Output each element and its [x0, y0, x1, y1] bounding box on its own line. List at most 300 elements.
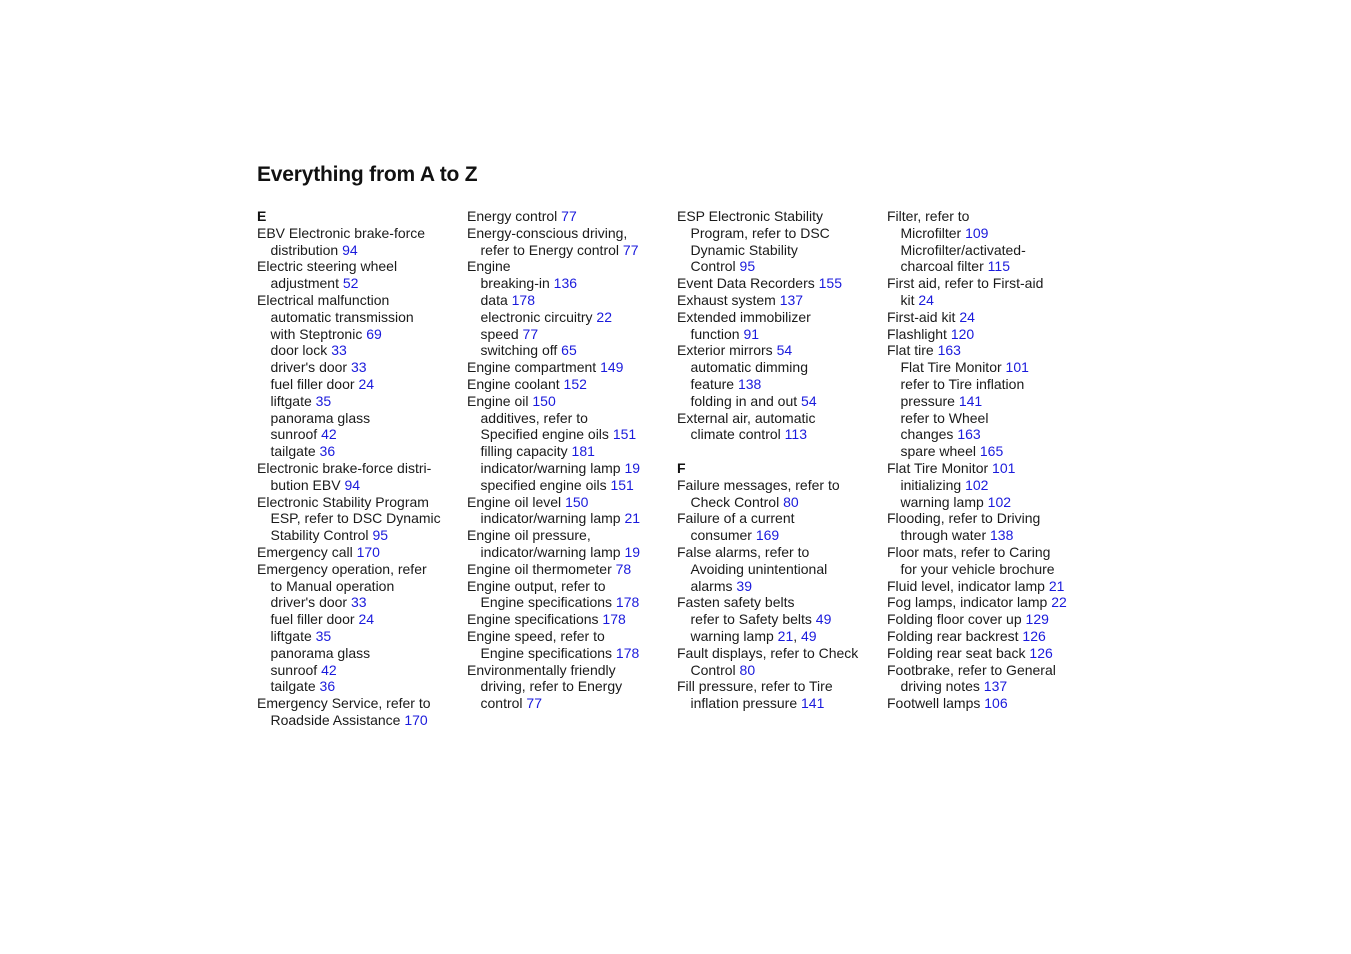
entry-text: breaking-in — [480, 275, 554, 292]
entry-text: indicator/warning lamp — [480, 543, 625, 560]
index-subentry — [677, 695, 882, 712]
page-number-link[interactable]: 49 — [815, 611, 832, 628]
page-number-link[interactable]: 80 — [783, 493, 799, 510]
entry-text: Footwell lamps — [887, 695, 985, 712]
entry-text: warning lamp — [900, 493, 988, 510]
entry-text: Engine specifications — [480, 594, 616, 611]
index-subentry — [677, 527, 882, 544]
index-subentry — [257, 594, 462, 611]
index-subentry — [257, 426, 462, 443]
entry-text: Control — [690, 258, 740, 275]
page-number-link[interactable]: 21 — [777, 627, 794, 644]
entry-text: tailgate — [270, 678, 320, 695]
entry-text: for your vehicle brochure — [900, 560, 1055, 577]
entry-text: Electronic brake-force distri- — [257, 459, 432, 476]
entry-text: Environmentally friendly — [467, 661, 616, 678]
entry-text: speed — [480, 325, 523, 342]
entry-text: driving notes — [900, 678, 984, 695]
page-number-link[interactable]: 169 — [755, 527, 780, 544]
page-number-link[interactable]: 137 — [779, 291, 804, 308]
page-number-link[interactable]: 19 — [624, 459, 641, 476]
page-number-link[interactable]: 24 — [918, 291, 934, 308]
entry-text: consumer — [690, 527, 756, 544]
page-number-link[interactable]: 101 — [1005, 359, 1029, 376]
index-entry — [677, 645, 882, 662]
index-column-2 — [467, 208, 672, 712]
entry-text: Energy-conscious driving, — [467, 224, 628, 241]
entry-text: Fasten safety belts — [677, 594, 795, 611]
index-subentry — [887, 292, 1092, 309]
entry-text: initializing — [900, 476, 966, 493]
entry-text: Footbrake, refer to General — [887, 661, 1056, 678]
index-entry — [257, 695, 462, 712]
index-entry — [887, 275, 1092, 292]
index-subentry — [677, 258, 882, 275]
index-entry — [467, 359, 672, 376]
entry-text: Microfilter — [900, 224, 966, 241]
page-number-link[interactable]: 120 — [950, 325, 975, 342]
page-number-link[interactable]: 21 — [1048, 577, 1065, 594]
index-entry — [467, 258, 672, 275]
entry-text: Fog lamps, indicator lamp — [887, 594, 1052, 611]
index-subentry — [257, 410, 462, 427]
index-entry — [887, 342, 1092, 359]
index-subentry — [467, 460, 672, 477]
index-subentry — [467, 326, 672, 343]
index-subentry — [887, 225, 1092, 242]
index-subentry — [257, 443, 462, 460]
page-number-link[interactable]: 152 — [563, 375, 587, 392]
entry-text: F — [677, 459, 686, 476]
index-subentry — [887, 410, 1092, 427]
page-number-link[interactable]: 170 — [404, 711, 428, 728]
index-subentry — [887, 494, 1092, 511]
index-entry — [887, 578, 1092, 595]
index-subentry — [677, 225, 882, 242]
entry-text: driver's door — [270, 594, 351, 611]
page-number-link[interactable]: 39 — [736, 577, 752, 594]
index-entry — [887, 594, 1092, 611]
entry-text: Fill pressure, refer to Tire — [677, 678, 833, 695]
entry-text: Engine specifications — [480, 644, 616, 661]
index-entry — [257, 460, 462, 477]
index-subentry — [887, 477, 1092, 494]
index-entry — [467, 611, 672, 628]
entry-text: First-aid kit — [887, 308, 960, 325]
page-number-link[interactable]: 22 — [596, 308, 612, 325]
index-entry — [677, 544, 882, 561]
entry-text: Engine — [467, 258, 511, 275]
entry-text: Failure messages, refer to — [677, 476, 840, 493]
page-number-link[interactable]: 102 — [987, 493, 1012, 510]
index-subentry — [887, 359, 1092, 376]
index-entry — [887, 544, 1092, 561]
entry-text: changes — [900, 426, 958, 443]
page-number-link[interactable]: 33 — [350, 594, 367, 611]
section-spacer — [677, 443, 882, 460]
page-number-link[interactable]: 150 — [565, 493, 589, 510]
index-entry — [887, 510, 1092, 527]
section-letter-heading — [677, 460, 882, 477]
entry-text: Exhaust system — [677, 291, 780, 308]
entry-text: panorama glass — [270, 644, 371, 661]
index-entry — [467, 578, 672, 595]
page-number-link[interactable]: 137 — [983, 678, 1008, 695]
index-entry — [467, 527, 672, 544]
entry-text: Emergency operation, refer — [257, 560, 427, 577]
entry-text: Flat Tire Monitor — [900, 359, 1006, 376]
index-subentry — [257, 611, 462, 628]
page-number-link[interactable]: 35 — [315, 627, 332, 644]
index-entry — [257, 225, 462, 242]
entry-text: through water — [900, 527, 990, 544]
index-subentry — [467, 342, 672, 359]
entry-text: feature — [690, 375, 738, 392]
entry-text: Engine compartment — [467, 359, 601, 376]
index-entry — [677, 410, 882, 427]
entry-text: refer to Wheel — [900, 409, 989, 426]
index-entry — [677, 292, 882, 309]
page-number-link[interactable]: 33 — [331, 342, 347, 359]
entry-text: switching off — [480, 342, 562, 359]
entry-text: Energy control — [467, 208, 562, 224]
index-subentry — [257, 662, 462, 679]
index-subentry — [467, 594, 672, 611]
page-number-link[interactable]: 54 — [801, 392, 817, 409]
entry-text: Fault displays, refer to Check — [677, 644, 859, 661]
index-entry — [257, 561, 462, 578]
entry-text: filling capacity — [480, 443, 572, 460]
page-number-link[interactable]: 101 — [992, 459, 1016, 476]
index-entry — [887, 695, 1092, 712]
index-subentry — [257, 393, 462, 410]
index-subentry — [257, 628, 462, 645]
page-number-link[interactable]: 78 — [615, 560, 632, 577]
page-number-link[interactable]: 170 — [356, 543, 380, 560]
index-subentry — [257, 510, 462, 527]
entry-text: Flooding, refer to Driving — [887, 510, 1041, 527]
index-subentry — [677, 326, 882, 343]
page-number-link[interactable]: 129 — [1025, 611, 1049, 628]
page-number-link[interactable]: 36 — [319, 678, 336, 695]
entry-text: function — [690, 325, 744, 342]
entry-text: sunroof — [270, 661, 322, 678]
index-subentry — [257, 712, 462, 729]
index-subentry — [677, 662, 882, 679]
entry-text: liftgate — [270, 627, 316, 644]
page-number-link[interactable]: 77 — [622, 241, 639, 258]
page-number-link[interactable]: 94 — [344, 476, 361, 493]
entry-text: inflation pressure — [690, 695, 802, 712]
entry-text: door lock — [270, 342, 332, 359]
entry-text: Avoiding unintentional — [690, 560, 828, 577]
page-number-link[interactable]: 24 — [358, 611, 375, 628]
entry-text: refer to Energy control — [480, 241, 623, 258]
entry-text: Electrical malfunction — [257, 291, 390, 308]
index-subentry — [677, 578, 882, 595]
page-number-link[interactable]: 91 — [743, 325, 760, 342]
entry-text: Exterior mirrors — [677, 342, 777, 359]
entry-text: E — [257, 208, 267, 224]
index-subentry — [467, 275, 672, 292]
entry-text: indicator/warning lamp — [480, 510, 625, 527]
index-subentry — [677, 359, 882, 376]
index-subentry — [887, 376, 1092, 393]
page-number-link[interactable]: 95 — [372, 527, 389, 544]
index-entry — [677, 309, 882, 326]
page-number-link[interactable]: 95 — [739, 258, 756, 275]
entry-text: sunroof — [270, 426, 322, 443]
entry-text: Floor mats, refer to Caring — [887, 543, 1051, 560]
index-subentry — [257, 477, 462, 494]
page-number-link[interactable]: 155 — [818, 275, 842, 292]
index-entry — [257, 258, 462, 275]
page-number-link[interactable]: 141 — [958, 392, 983, 409]
entry-text: alarms — [690, 577, 737, 594]
index-subentry: warning lamp 21, 49 — [690, 627, 817, 644]
page-number-link[interactable]: 24 — [358, 375, 375, 392]
index-entry — [887, 645, 1092, 662]
entry-text: Engine coolant — [467, 375, 564, 392]
index-subentry — [467, 477, 672, 494]
page-number-link[interactable]: 126 — [1029, 644, 1053, 661]
page-number-link[interactable]: 54 — [776, 342, 793, 359]
entry-text: Check Control — [690, 493, 784, 510]
page-number-link[interactable]: 178 — [615, 594, 640, 611]
index-subentry — [887, 561, 1092, 578]
index-subentry — [887, 527, 1092, 544]
page-number-link[interactable]: 94 — [342, 241, 358, 258]
index-subentry — [887, 393, 1092, 410]
entry-text: Engine oil — [467, 392, 533, 409]
index-subentry — [467, 242, 672, 259]
page-number-link[interactable]: 77 — [526, 695, 542, 712]
entry-text: specified engine oils — [480, 476, 611, 493]
page-number-link[interactable]: 181 — [571, 443, 595, 460]
index-subentry — [257, 678, 462, 695]
entry-text: Engine output, refer to — [467, 577, 606, 594]
entry-text: Flat Tire Monitor — [887, 459, 993, 476]
index-subentry — [467, 426, 672, 443]
index-subentry — [257, 359, 462, 376]
index-entry — [887, 628, 1092, 645]
entry-text: Engine oil pressure, — [467, 527, 591, 544]
entry-text: Folding floor cover up — [887, 611, 1026, 628]
entry-text: Emergency Service, refer to — [257, 695, 431, 712]
entry-text: bution EBV — [270, 476, 345, 493]
index-entry — [677, 510, 882, 527]
entry-text: data — [480, 291, 512, 308]
entry-text: climate control — [690, 426, 785, 443]
index-subentry — [257, 527, 462, 544]
index-entry — [677, 342, 882, 359]
entry-text: Event Data Recorders — [677, 275, 819, 292]
entry-text: Roadside Assistance — [270, 711, 405, 728]
index-entry — [677, 477, 882, 494]
index-subentry — [887, 426, 1092, 443]
page-number-link[interactable]: 178 — [602, 611, 626, 628]
page-number-link[interactable]: 151 — [610, 476, 634, 493]
page-number-link[interactable]: 150 — [532, 392, 556, 409]
page-number-link[interactable]: 42 — [321, 426, 337, 443]
page-number-link[interactable]: 80 — [739, 661, 756, 678]
entry-text: Engine oil level — [467, 493, 566, 510]
index-entry — [467, 628, 672, 645]
index-subentry — [257, 309, 462, 326]
entry-text: refer to Tire inflation — [900, 375, 1025, 392]
entry-text: Stability Control — [270, 527, 373, 544]
index-entry — [677, 275, 882, 292]
page-number-link[interactable]: 178 — [511, 291, 535, 308]
page-number-link[interactable]: 65 — [561, 342, 577, 359]
page-number-link[interactable]: 35 — [315, 392, 332, 409]
page-number-link[interactable]: 52 — [342, 275, 359, 292]
page-title: Everything from A to Z — [257, 163, 478, 186]
entry-text: charcoal filter — [900, 258, 988, 275]
page-number-link[interactable]: 49 — [801, 627, 817, 644]
entry-text: liftgate — [270, 392, 316, 409]
index-entry — [467, 662, 672, 679]
entry-text: Engine specifications — [467, 611, 603, 628]
entry-text: Program, refer to DSC — [690, 224, 830, 241]
entry-text: Microfilter/activated- — [900, 241, 1026, 258]
index-column-1 — [257, 208, 462, 729]
page-number-link[interactable]: 22 — [1051, 594, 1067, 611]
index-entry — [887, 611, 1092, 628]
index-entry — [677, 678, 882, 695]
entry-text: electronic circuitry — [480, 308, 597, 325]
index-subentry — [887, 443, 1092, 460]
entry-text: Filter, refer to — [887, 208, 970, 224]
entry-text: driver's door — [270, 359, 351, 376]
page-number-link[interactable]: 106 — [984, 695, 1008, 712]
entry-text: Flashlight — [887, 325, 951, 342]
page-number-link[interactable]: 149 — [600, 359, 624, 376]
page-number-link[interactable]: 42 — [321, 661, 337, 678]
page-number-link[interactable]: 151 — [612, 426, 637, 443]
index-subentry — [467, 309, 672, 326]
page-number-link[interactable]: 136 — [553, 275, 578, 292]
page-number-link[interactable]: 138 — [990, 527, 1014, 544]
index-entry — [257, 494, 462, 511]
entry-text: Specified engine oils — [480, 426, 613, 443]
entry-text: spare wheel — [900, 443, 980, 460]
index-subentry — [887, 678, 1092, 695]
index-subentry — [467, 292, 672, 309]
entry-text: Folding rear seat back — [887, 644, 1030, 661]
page-number-link[interactable]: 19 — [624, 543, 641, 560]
entry-text: to Manual operation — [270, 577, 395, 594]
index-subentry — [257, 578, 462, 595]
entry-text: panorama glass — [270, 409, 371, 426]
page-number-link[interactable]: 102 — [965, 476, 989, 493]
index-subentry — [887, 258, 1092, 275]
page-number-link[interactable]: 115 — [987, 258, 1010, 275]
index-subentry — [257, 342, 462, 359]
index-entry — [887, 662, 1092, 679]
index-entry — [467, 376, 672, 393]
page-number-link[interactable]: 126 — [1022, 627, 1046, 644]
entry-text: pressure — [900, 392, 959, 409]
page-number-link[interactable]: 21 — [624, 510, 641, 527]
section-letter-heading — [257, 208, 462, 225]
index-subentry — [257, 242, 462, 259]
index-subentry — [257, 326, 462, 343]
index-subentry — [677, 426, 882, 443]
index-subentry — [677, 494, 882, 511]
entry-text: additives, refer to — [480, 409, 588, 426]
page-number-link[interactable]: 178 — [615, 644, 640, 661]
index-entry — [467, 225, 672, 242]
index-subentry — [467, 678, 672, 695]
entry-text: indicator/warning lamp — [480, 459, 625, 476]
entry-text: EBV Electronic brake-force — [257, 224, 426, 241]
index-subentry — [677, 242, 882, 259]
page-number-link[interactable]: 109 — [965, 224, 989, 241]
entry-text: Electronic Stability Program — [257, 493, 429, 510]
entry-text: ESP Electronic Stability — [677, 208, 824, 224]
page-number-link[interactable]: 165 — [979, 443, 1004, 460]
page-number-link[interactable]: 24 — [959, 308, 975, 325]
page-number-link[interactable]: 113 — [784, 426, 807, 443]
entry-text: warning lamp — [690, 627, 778, 644]
entry-text: tailgate — [270, 443, 320, 460]
entry-text: Folding rear backrest — [887, 627, 1023, 644]
page-number-link[interactable]: 138 — [737, 375, 762, 392]
page-number-link[interactable]: 69 — [366, 325, 382, 342]
entry-text: refer to Safety belts — [690, 611, 816, 628]
entry-text: Control — [690, 661, 740, 678]
page-number-link[interactable]: 33 — [350, 359, 367, 376]
entry-text: Electric steering wheel — [257, 258, 398, 275]
entry-text: adjustment — [270, 275, 343, 292]
index-subentry — [257, 275, 462, 292]
entry-text: Engine oil thermometer — [467, 560, 616, 577]
index-entry — [467, 393, 672, 410]
index-subentry — [677, 393, 882, 410]
entry-text: ESP, refer to DSC Dynamic — [270, 510, 441, 527]
entry-text: fuel filler door — [270, 611, 359, 628]
page-number-link[interactable]: 141 — [801, 695, 825, 712]
index-entry — [467, 494, 672, 511]
entry-text: External air, automatic — [677, 409, 816, 426]
entry-text: control — [480, 695, 527, 712]
index-entry — [257, 292, 462, 309]
index-entry — [887, 326, 1092, 343]
entry-text: automatic dimming — [690, 359, 808, 376]
index-subentry — [677, 611, 882, 628]
index-entry — [257, 544, 462, 561]
entry-text: folding in and out — [690, 392, 802, 409]
index-entry — [677, 594, 882, 611]
entry-text: Extended immobilizer — [677, 308, 811, 325]
index-entry — [677, 208, 882, 225]
page-number-link[interactable]: 77 — [522, 325, 539, 342]
entry-text: driving, refer to Energy — [480, 678, 623, 695]
page-number-link[interactable]: 163 — [937, 342, 961, 359]
index-entry — [887, 460, 1092, 477]
index-subentry — [467, 544, 672, 561]
page-number-link[interactable]: 163 — [957, 426, 981, 443]
page-number-link[interactable]: 36 — [319, 443, 336, 460]
index-subentry — [677, 376, 882, 393]
entry-text: automatic transmission — [270, 308, 414, 325]
entry-text: kit — [900, 291, 919, 308]
index-column-4 — [887, 208, 1092, 712]
page-number-link[interactable]: 77 — [561, 208, 577, 224]
index-entry — [887, 309, 1092, 326]
index-subentry — [467, 410, 672, 427]
